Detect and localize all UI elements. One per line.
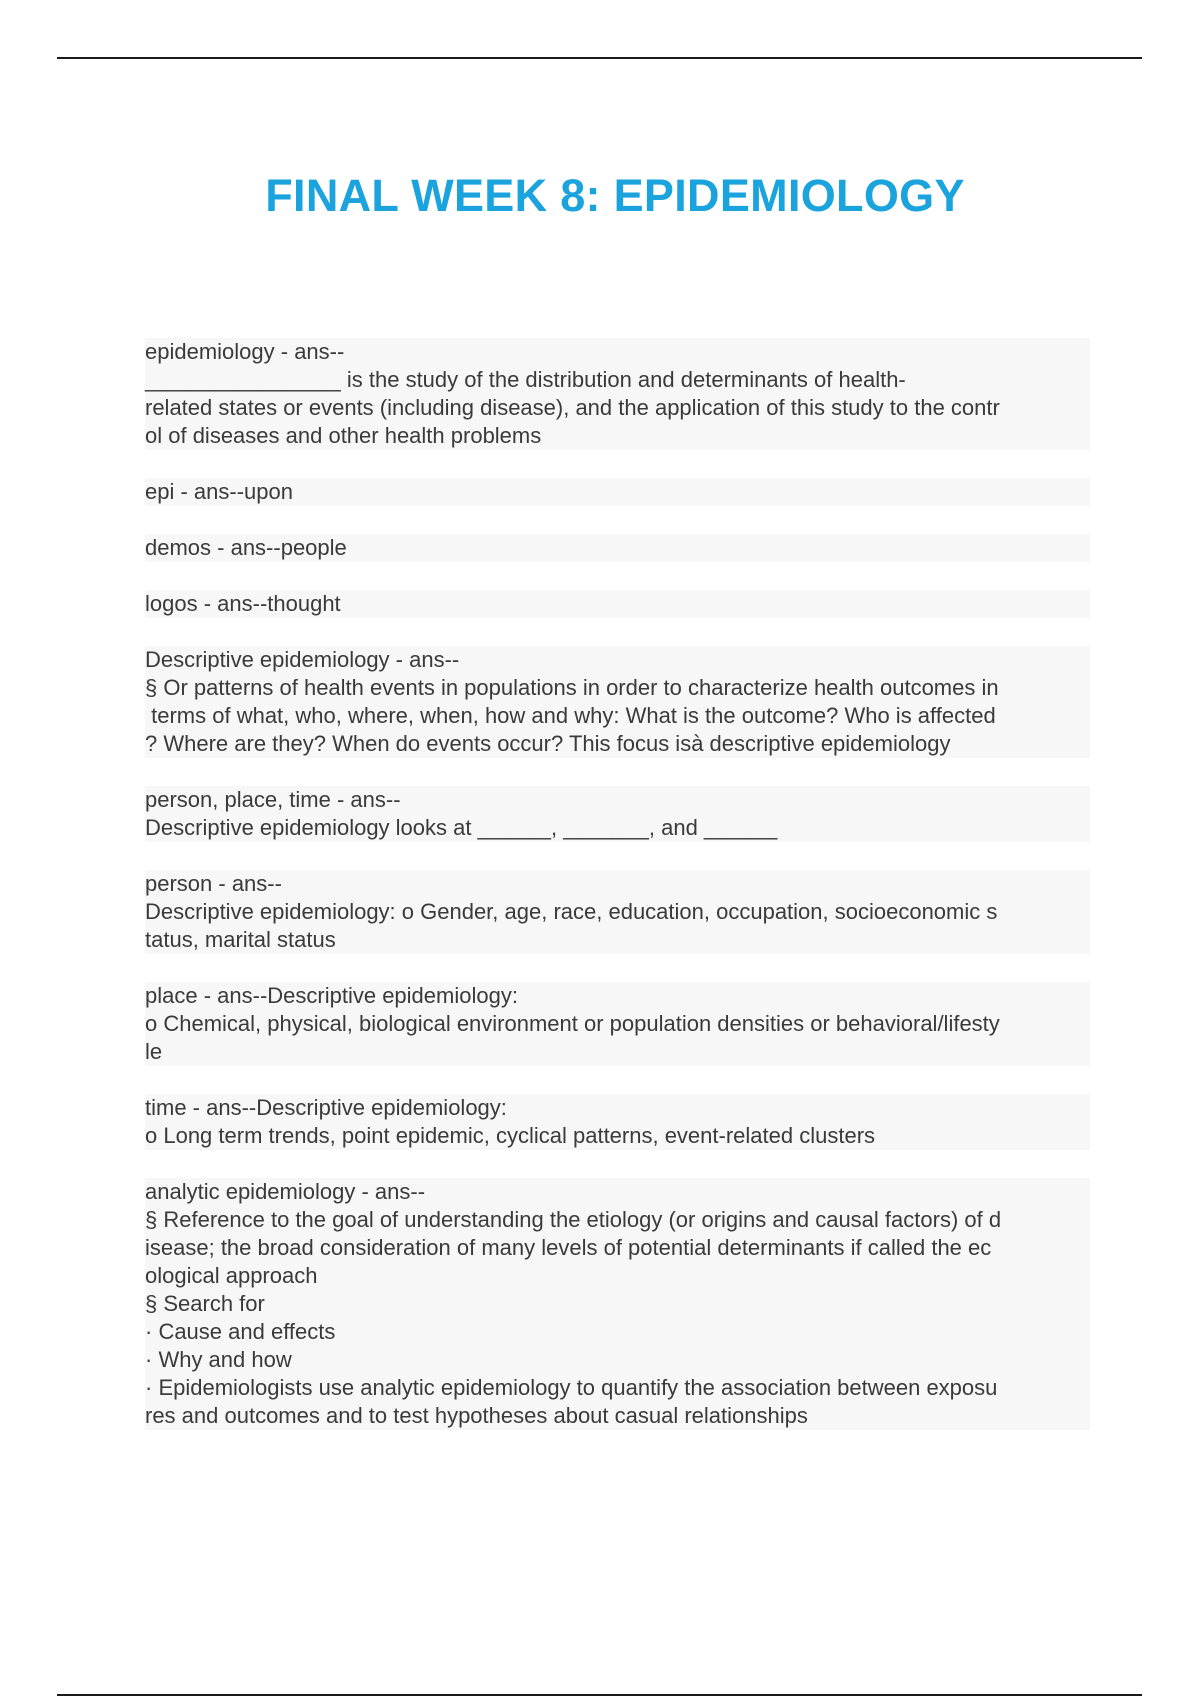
- entry-line: Descriptive epidemiology looks at ______, _______, and ______: [145, 814, 1090, 842]
- entry-line: o Chemical, physical, biological environment or population densities or behavioral/lifesty: [145, 1010, 1090, 1038]
- entry-line: § Reference to the goal of understanding the etiology (or origins and causal factors) of d: [145, 1206, 1090, 1234]
- entry-line: analytic epidemiology - ans--: [145, 1178, 1090, 1206]
- document-body: [145, 338, 1090, 1458]
- entry-place: [145, 982, 1090, 1066]
- document-title: FINAL WEEK 8: EPIDEMIOLOGY: [265, 170, 965, 221]
- entry-logos: [145, 590, 1090, 618]
- entry-line: · Epidemiologists use analytic epidemiology to quantify the association between exposu: [145, 1374, 1090, 1402]
- entry-line: terms of what, who, where, when, how and why: What is the outcome? Who is affected: [145, 702, 1090, 730]
- entry-time: [145, 1094, 1090, 1150]
- entry-line: le: [145, 1038, 1090, 1066]
- entry-line: § Or patterns of health events in populations in order to characterize health outcomes in: [145, 674, 1090, 702]
- entry-line: o Long term trends, point epidemic, cyclical patterns, event-related clusters: [145, 1122, 1090, 1150]
- entry-epidemiology: [145, 338, 1090, 450]
- entry-line: ol of diseases and other health problems: [145, 422, 1090, 450]
- entry-analytic-epidemiology: [145, 1178, 1090, 1430]
- entry-line: person - ans--: [145, 870, 1090, 898]
- entry-epi: [145, 478, 1090, 506]
- entry-line: Descriptive epidemiology - ans--: [145, 646, 1090, 674]
- top-rule: [57, 57, 1142, 59]
- entry-line: ________________ is the study of the distribution and determinants of health-: [145, 366, 1090, 394]
- entry-line: time - ans--Descriptive epidemiology:: [145, 1094, 1090, 1122]
- entry-line: § Search for: [145, 1290, 1090, 1318]
- entry-line: isease; the broad consideration of many levels of potential determinants if called the ec: [145, 1234, 1090, 1262]
- entry-line: res and outcomes and to test hypotheses about casual relationships: [145, 1402, 1090, 1430]
- entry-line: tatus, marital status: [145, 926, 1090, 954]
- entry-line: demos - ans--people: [145, 534, 1090, 562]
- entry-line: · Cause and effects: [145, 1318, 1090, 1346]
- entry-person-place-time: [145, 786, 1090, 842]
- entry-line: ological approach: [145, 1262, 1090, 1290]
- entry-line: related states or events (including disease), and the application of this study to the contr: [145, 394, 1090, 422]
- entry-line: · Why and how: [145, 1346, 1090, 1374]
- entry-line: epidemiology - ans--: [145, 338, 1090, 366]
- entry-person: [145, 870, 1090, 954]
- entry-line: ? Where are they? When do events occur? This focus isà descriptive epidemiology: [145, 730, 1090, 758]
- entry-line: place - ans--Descriptive epidemiology:: [145, 982, 1090, 1010]
- entry-line: Descriptive epidemiology: o Gender, age, race, education, occupation, socioeconomic s: [145, 898, 1090, 926]
- entry-line: epi - ans--upon: [145, 478, 1090, 506]
- bottom-rule: [57, 1694, 1142, 1696]
- entry-descriptive-epidemiology: [145, 646, 1090, 758]
- entry-line: person, place, time - ans--: [145, 786, 1090, 814]
- entry-line: logos - ans--thought: [145, 590, 1090, 618]
- entry-demos: [145, 534, 1090, 562]
